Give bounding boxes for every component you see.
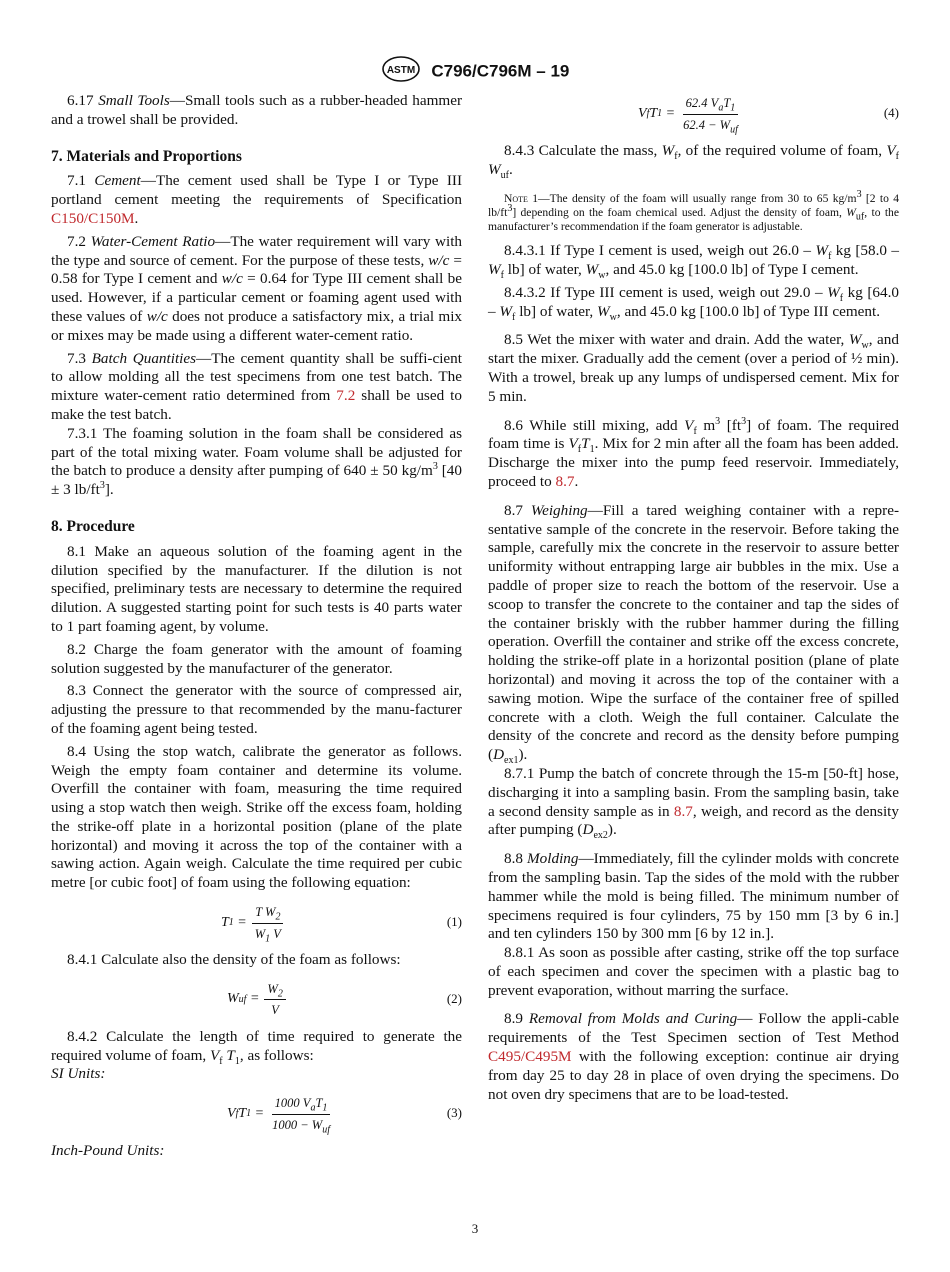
left-column	[51, 92, 462, 1161]
para-8-5: 8.5 Wet the mixer with water and drain. Add the water, $W_w$, and start the mixer. Gradually add the cement (over a period of ½ min). With a trowel, break up any lumps of undispersed cement. Mix for 5 min.	[488, 331, 899, 405]
si-units-label: SI Units:	[51, 1065, 106, 1083]
designation: C796/C796M – 19	[431, 61, 570, 81]
para-8-8-1: 8.8.1 As soon as possible after casting, strike off the top surface of each specimen and cover the specimen with a plastic bag to prevent evaporation, without marring the surface.	[488, 944, 899, 999]
link-c495[interactable]: C495/C495M	[488, 1048, 572, 1066]
page-header	[0, 56, 950, 87]
section-8-heading: 8. Procedure	[51, 517, 135, 535]
para-8-7: 8.7 Weighing—Fill a tared weighing container with a repre-sentative sample of the concrete in the reservoir. Before taking the sample, carefully mix the concrete in the reservoir to assure better uniformity without entrapping large air bubbles in the mix. Use a paddle of proper size to reach the bottom of the reservoir. Use a scoop to transfer the concrete to the container and tap the sides of the container briskly with the rubber hammer during the filling operation. Overfill the container and strike off the excess concrete, holding the strike-off plate in a horizontal position (plane of plate horizontal) and moving it across the top of the container with a sawing motion. Wipe the surface of the container free of spilled concrete with a cloth. Weigh the full container. Calculate the density of the concrete and record as the density before pumping $(D_{ex1})$.	[488, 501, 900, 767]
para-8-4-3: 8.4.3 Calculate the mass, $W_f$, of the required volume of foam, $V_f$ $W_{uf}$.	[488, 142, 899, 181]
equation-number: (4)	[883, 105, 899, 120]
link-8-7[interactable]: 8.7	[555, 472, 575, 490]
para-8-4-1: 8.4.1 Calculate also the density of the foam as follows:	[67, 951, 401, 969]
para-8-4-3-1: 8.4.3.1 If Type I cement is used, weigh out $26.0 - W_f$ kg [$58.0 - W_f$ lb] of water, $W_w$, and 45.0 kg [100.0 lb] of Type I cement.	[488, 242, 899, 282]
link-8-7[interactable]: 8.7	[673, 802, 693, 820]
para-8-4: 8.4 Using the stop watch, calibrate the generator as follows. Weigh the empty foam container and determine its volume. Overfill the container with foam, measuring the time required using a stop watch then weigh. Strike off the excess foam, holding the strike-off plate in a horizontal position (plane of the plate horizontal) and moving it across the top of the container with a sawing action. Again weigh. Calculate the time required per cubic metre [or cubic foot] of foam using the following equation:	[51, 742, 462, 892]
para-6-17: 6.17 Small Tools—Small tools such as a rubber-headed hammer and a trowel shall be provided.	[51, 92, 462, 128]
section-7-heading: 7. Materials and Proportions	[51, 147, 242, 165]
note-1: Note 1—The density of the foam will usually range from 30 to 65 $kg/m^3$ [2 to 4 $lb/ft^3$] depending on the foam chemical used. Adjust the density of foam, $W_{uf}$, to the manufacturer’s recommendation if the foam generator is adjustable.	[488, 188, 900, 233]
link-7-2[interactable]: 7.2	[336, 387, 356, 405]
para-7-1: 7.1 Cement—The cement used shall be Type I or Type III portland cement meeting the requirements of Specification C150/C150M.	[51, 172, 462, 227]
equation-1: T 1 = $\frac{T W_2}{W_1 V}$ (1)	[221, 904, 462, 945]
para-8-2: 8.2 Charge the foam generator with the amount of foaming solution suggested by the manufacturer of the generator.	[51, 640, 462, 677]
para-8-6: 8.6 While still mixing, add $V_f$ $m^3$ $[ft^3]$ of foam. The required foam time is $V_fT_1$. Mix for 2 min after all the foam has been added. Discharge the mixer into the pump feed reservoir. Immediately, proceed to 8.7.	[488, 415, 899, 490]
equation-number: (3)	[446, 1105, 462, 1121]
para-8-9: 8.9 Removal from Molds and Curing— Follow the appli-cable requirements of the Test Specimen section of Test Method C495/C495M with the following exception: continue air drying from day 25 to day 28 in place of oven drying the specimens. Do not oven dry specimens that are to be load-tested.	[488, 1010, 899, 1103]
equation-3: V f T 1 = $\frac{1000 V_aT_1}{1000 - W_{uf}}$ (3)	[227, 1095, 462, 1136]
para-8-7-1: 8.7.1 Pump the batch of concrete through the 15-m [50-ft] hose, discharging it into a sampling basin. From the sampling basin, take a second density sample as in 8.7, weigh, and record as the density after pumping $(D_{ex2})$.	[488, 764, 899, 842]
para-7-2: 7.2 Water-Cement Ratio—The water requirement will vary with the type and source of cement. For the purpose of these tests, w/c = 0.58 for Type I cement and w/c = 0.64 for Type III cement shall be used. However, if a particular cement or foaming agent used with these values of w/c does not produce a satisfactory mix, a trial mix or mixes may be made using a different water-cement ratio.	[51, 232, 463, 344]
equation-number: (2)	[446, 990, 462, 1006]
astm-logo	[381, 56, 421, 87]
para-8-8: 8.8 Molding—Immediately, fill the cylinder molds with concrete from the sampling basin. Tap the sides of the mold with the rubber hammer while the mold is being filled. The minimum number of specimens required is four cylinders, 75 by 150 mm [3 by 6 in.] and ten cylinders 150 by 300 mm [6 by 12 in.].	[488, 850, 899, 943]
para-7-3-1: 7.3.1 The foaming solution in the foam shall be considered as part of the total mixing water. Foam volume shall be adjusted for the batch to produce a density after pumping of 640 ± 50 $kg/m^3$ [40 ± 3 $lb/ft^3$].	[51, 424, 462, 499]
inch-pound-units-label: Inch-Pound Units:	[51, 1142, 165, 1160]
equation-4: V f T 1 = $\frac{62.4 V_aT_1}{62.4 - W_{uf}}$ (4)	[638, 95, 899, 135]
link-c150[interactable]: C150/C150M	[51, 209, 135, 227]
equation-2: W uf = $\frac{W_2}{V}$ (2)	[227, 981, 462, 1018]
para-8-4-2: 8.4.2 Calculate the length of time required to generate the required volume of foam, $V_f$ $T_1$, as follows:	[51, 1027, 462, 1067]
equation-number: (1)	[446, 914, 462, 930]
para-8-1: 8.1 Make an aqueous solution of the foaming agent in the dilution specified by the manufacturer. If the dilution is not specified, preliminary tests are necessary to determine the required dilution. A suggested starting point for such tests is 40 parts water to 1 part foaming agent, by volume.	[51, 542, 462, 635]
para-8-3: 8.3 Connect the generator with the source of compressed air, adjusting the pressure to that recommended by the manu-facturer of the foaming agent being tested.	[51, 682, 462, 737]
svg-text:ASTM: ASTM	[386, 65, 415, 76]
right-column	[488, 92, 899, 1104]
para-7-3: 7.3 Batch Quantities—The cement quantity shall be suffi-cient to allow molding all the test specimens from one test batch. The mixture water-cement ratio determined from 7.2 shall be used to make the test batch.	[51, 349, 462, 423]
para-8-4-3-2: 8.4.3.2 If Type III cement is used, weigh out $29.0 - W_f$ kg [$64.0 - W_f$ lb] of water, $W_w$, and 45.0 kg [100.0 lb] of Type III cement.	[488, 283, 899, 323]
page-number: 3	[471, 1221, 479, 1236]
